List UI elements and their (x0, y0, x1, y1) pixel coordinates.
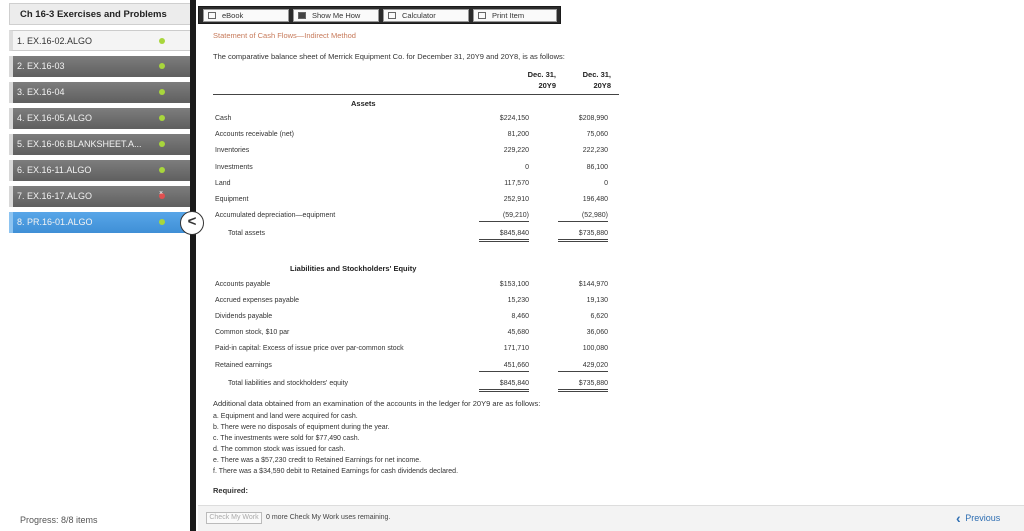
list-item: d. The common stock was issued for cash. (213, 446, 346, 453)
column-header-line: 20Y8 (593, 81, 611, 90)
asset-value-20y9: 252,910 (503, 196, 529, 203)
book-icon (208, 12, 216, 19)
complete-status-icon (159, 219, 165, 225)
asset-row-label: Cash (215, 115, 232, 122)
asset-value-20y8: 222,230 (582, 147, 608, 154)
complete-status-icon (159, 38, 165, 44)
incorrect-status-icon (159, 193, 165, 199)
question-item-8[interactable] (9, 212, 192, 233)
assets-heading: Assets (351, 99, 376, 108)
liability-value-20y8: 429,020 (558, 362, 608, 372)
question-item-label: 3. EX.16-04 (17, 87, 65, 97)
total-assets-20y9: $845,840 (479, 230, 529, 242)
liability-value-20y9: 45,680 (507, 329, 529, 336)
column-header-line: 20Y9 (538, 81, 556, 90)
list-item: c. The investments were sold for $77,490 cash. (213, 435, 360, 442)
total-assets-20y8: $735,880 (558, 230, 608, 242)
question-item-1[interactable] (9, 30, 192, 51)
total-liabilities-20y8: $735,880 (558, 380, 608, 392)
liability-row-label: Accounts payable (215, 281, 271, 288)
asset-row-label: Land (215, 180, 231, 187)
calculator-label: Calculator (402, 11, 436, 20)
asset-value-20y9: 229,220 (503, 147, 529, 154)
question-intro: The comparative balance sheet of Merrick Equipment Co. for December 31, 20Y9 and 20Y8, is as follows: (213, 52, 565, 61)
liability-row-label: Dividends payable (215, 313, 273, 320)
previous-label: Previous (965, 513, 1001, 523)
collapse-panel-button[interactable]: < (180, 211, 204, 235)
liability-row-label: Common stock, $10 par (215, 329, 290, 336)
question-item-label: 4. EX.16-05.ALGO (17, 113, 93, 123)
asset-value-20y8: 196,480 (582, 196, 608, 203)
question-title: Statement of Cash Flows—Indirect Method (213, 31, 356, 40)
column-header-20y9 (506, 69, 556, 91)
liability-value-20y8: 100,080 (582, 345, 608, 352)
question-item-4[interactable] (9, 108, 192, 129)
liability-value-20y9: 8,460 (511, 313, 529, 320)
panel-divider[interactable] (190, 0, 196, 531)
question-item-6[interactable] (9, 160, 192, 181)
question-item-label: 8. PR.16-01.ALGO (17, 217, 93, 227)
list-item: e. There was a $57,230 credit to Retained Earnings for net income. (213, 457, 422, 464)
liability-value-20y9: 451,660 (479, 362, 529, 372)
liability-value-20y9: 15,230 (507, 297, 529, 304)
asset-value-20y9: (59,210) (479, 212, 529, 222)
liability-value-20y9: $153,100 (499, 281, 529, 288)
check-remaining-note: 0 more Check My Work uses remaining. (266, 514, 391, 521)
print-icon (478, 12, 486, 19)
asset-value-20y8: 0 (604, 180, 608, 187)
list-item: a. Equipment and land were acquired for cash. (213, 413, 358, 420)
asset-value-20y8: $208,990 (578, 115, 608, 122)
asset-value-20y9: $224,150 (499, 115, 529, 122)
asset-row-label: Accounts receivable (net) (215, 131, 294, 138)
additional-data-list (213, 413, 458, 479)
header-rule (213, 94, 619, 95)
total-assets-label: Total assets (228, 230, 265, 237)
assignment-title: Ch 16-3 Exercises and Problems (20, 9, 167, 20)
calculator-icon (388, 12, 396, 19)
asset-value-20y8: 75,060 (586, 131, 608, 138)
footer-bar (198, 505, 1024, 531)
question-item-label: 2. EX.16-03 (17, 61, 65, 71)
liability-row-label: Paid-in capital: Excess of issue price over par-common stock (215, 345, 404, 352)
show-me-how-button[interactable] (293, 9, 379, 22)
asset-value-20y9: 0 (525, 164, 529, 171)
asset-value-20y8: 86,100 (586, 164, 608, 171)
asset-row-label: Accumulated depreciation—equipment (215, 212, 336, 219)
complete-status-icon (159, 115, 165, 121)
assignment-panel (0, 0, 196, 531)
liability-value-20y8: 19,130 (586, 297, 608, 304)
asset-value-20y8: (52,980) (558, 212, 608, 222)
asset-value-20y9: 81,200 (507, 131, 529, 138)
print-item-label: Print Item (492, 11, 525, 20)
progress-text: Progress: 8/8 items (20, 515, 98, 525)
liability-value-20y8: 36,060 (586, 329, 608, 336)
liability-row-label: Retained earnings (215, 362, 272, 369)
asset-row-label: Inventories (215, 147, 250, 154)
column-header-line: Dec. 31, (527, 70, 556, 79)
question-item-label: 5. EX.16-06.BLANKSHEET.A... (17, 139, 142, 149)
assignment-header (9, 3, 194, 25)
liability-value-20y8: 6,620 (590, 313, 608, 320)
chevron-left-icon: ‹ (956, 510, 961, 526)
liability-value-20y8: $144,970 (578, 281, 608, 288)
question-item-3[interactable] (9, 82, 192, 103)
complete-status-icon (159, 89, 165, 95)
question-item-7[interactable] (9, 186, 192, 207)
ebook-button[interactable] (203, 9, 289, 22)
liabilities-heading: Liabilities and Stockholders' Equity (290, 264, 417, 273)
question-list (9, 30, 192, 238)
previous-button[interactable] (956, 510, 1000, 526)
total-liabilities-20y9: $845,840 (479, 380, 529, 392)
question-item-label: 6. EX.16-11.ALGO (17, 165, 92, 175)
liability-value-20y9: 171,710 (503, 345, 529, 352)
complete-status-icon (159, 167, 165, 173)
question-item-label: 1. EX.16-02.ALGO (17, 36, 93, 46)
column-header-20y8 (561, 69, 611, 91)
total-liabilities-label: Total liabilities and stockholders' equity (228, 380, 349, 387)
list-item: b. There were no disposals of equipment during the year. (213, 424, 390, 431)
additional-data-intro: Additional data obtained from an examination of the accounts in the ledger for 20Y9 are as follows: (213, 399, 541, 408)
complete-status-icon (159, 141, 165, 147)
calculator-button[interactable] (383, 9, 469, 22)
video-icon (298, 12, 306, 19)
question-item-label: 7. EX.16-17.ALGO (17, 191, 93, 201)
show-me-how-label: Show Me How (312, 11, 361, 20)
ebook-label: eBook (222, 11, 244, 20)
required-heading: Required: (213, 486, 249, 495)
liability-row-label: Accrued expenses payable (215, 297, 300, 304)
asset-row-label: Equipment (215, 196, 249, 203)
complete-status-icon (159, 63, 165, 69)
asset-row-label: Investments (215, 164, 253, 171)
print-item-button[interactable] (473, 9, 557, 22)
question-item-5[interactable] (9, 134, 192, 155)
question-item-2[interactable] (9, 56, 192, 77)
toolbar (198, 6, 561, 24)
column-header-line: Dec. 31, (582, 70, 611, 79)
list-item: f. There was a $34,590 debit to Retained Earnings for cash dividends declared. (213, 468, 459, 475)
check-my-work-button[interactable]: Check My Work (206, 512, 262, 524)
asset-value-20y9: 117,570 (504, 180, 529, 187)
